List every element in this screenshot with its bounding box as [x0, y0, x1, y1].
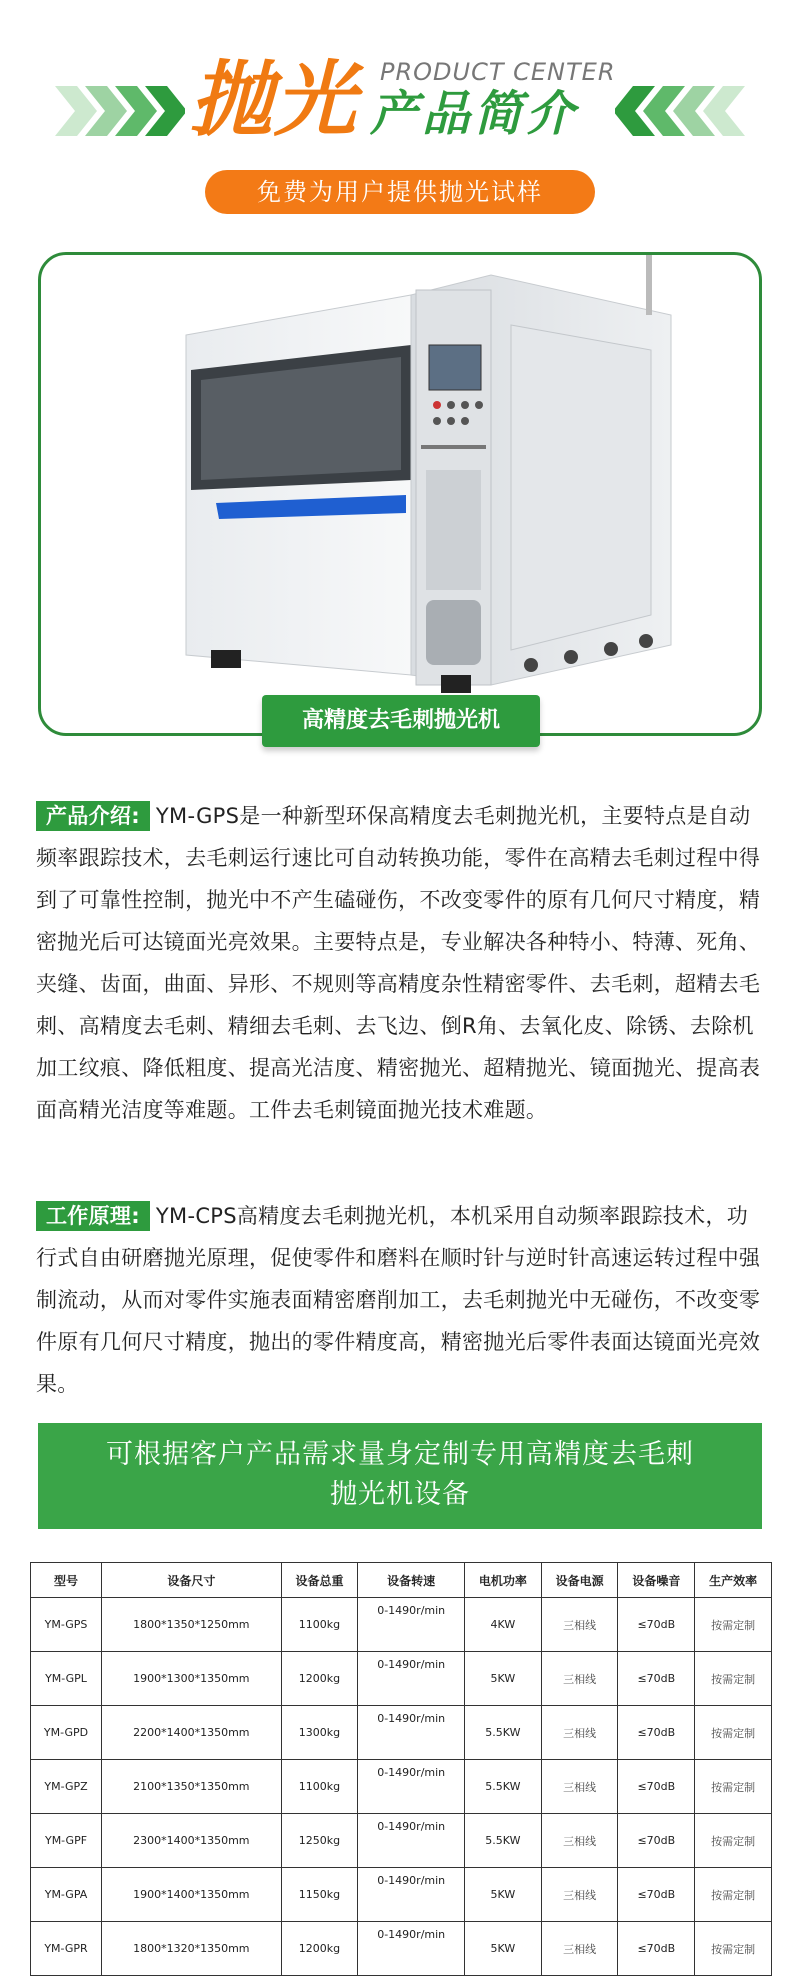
- cell-noise: ≤70dB: [618, 1652, 695, 1706]
- free-sample-pill: 免费为用户提供抛光试样: [205, 170, 595, 214]
- cell-model: YM-GPL: [31, 1652, 102, 1706]
- cell-power: 5KW: [465, 1922, 542, 1976]
- chevron-left-decor-icon: [55, 86, 185, 136]
- cell-model: YM-GPD: [31, 1706, 102, 1760]
- table-row: [31, 1706, 772, 1760]
- table-row: [31, 1922, 772, 1976]
- cell-weight: 1100kg: [281, 1598, 358, 1652]
- title-main: 抛光: [190, 53, 358, 148]
- col-speed: 设备转速: [358, 1563, 465, 1598]
- cell-noise: ≤70dB: [618, 1922, 695, 1976]
- table-row: [31, 1652, 772, 1706]
- cell-supply: 三相线: [541, 1598, 618, 1652]
- cell-size: 1800*1320*1350mm: [102, 1922, 282, 1976]
- cell-model: YM-GPS: [31, 1598, 102, 1652]
- banner-line-1: 可根据客户产品需求量身定制专用高精度去毛刺: [106, 1439, 694, 1470]
- cell-noise: ≤70dB: [618, 1760, 695, 1814]
- cell-speed: 0-1490r/min: [358, 1814, 465, 1868]
- cell-size: 2100*1350*1350mm: [102, 1760, 282, 1814]
- custom-banner: [38, 1423, 762, 1529]
- cell-power: 5.5KW: [465, 1706, 542, 1760]
- col-efficiency: 生产效率: [695, 1563, 772, 1598]
- cell-power: 4KW: [465, 1598, 542, 1652]
- cell-weight: 1150kg: [281, 1868, 358, 1922]
- cell-weight: 1200kg: [281, 1922, 358, 1976]
- cell-model: YM-GPF: [31, 1814, 102, 1868]
- machine-image-frame: [38, 252, 762, 736]
- cell-model: YM-GPZ: [31, 1760, 102, 1814]
- cell-supply: 三相线: [541, 1868, 618, 1922]
- cell-noise: ≤70dB: [618, 1598, 695, 1652]
- cell-model: YM-GPA: [31, 1868, 102, 1922]
- table-row: [31, 1814, 772, 1868]
- cell-supply: 三相线: [541, 1814, 618, 1868]
- cell-efficiency: 按需定制: [695, 1706, 772, 1760]
- cell-efficiency: 按需定制: [695, 1760, 772, 1814]
- cell-supply: 三相线: [541, 1652, 618, 1706]
- cell-speed: 0-1490r/min: [358, 1652, 465, 1706]
- cell-weight: 1250kg: [281, 1814, 358, 1868]
- cell-model: YM-GPR: [31, 1922, 102, 1976]
- cell-supply: 三相线: [541, 1706, 618, 1760]
- polishing-machine-image: [41, 255, 759, 733]
- cell-speed: 0-1490r/min: [358, 1922, 465, 1976]
- cell-weight: 1300kg: [281, 1706, 358, 1760]
- table-header-row: [31, 1563, 772, 1598]
- cell-supply: 三相线: [541, 1760, 618, 1814]
- cell-speed: 0-1490r/min: [358, 1868, 465, 1922]
- chevron-right-decor-icon: [615, 86, 745, 136]
- cell-efficiency: 按需定制: [695, 1814, 772, 1868]
- cell-efficiency: 按需定制: [695, 1868, 772, 1922]
- col-supply: 设备电源: [541, 1563, 618, 1598]
- product-intro-text: YM-GPS是一种新型环保高精度去毛刺抛光机，主要特点是自动频率跟踪技术，去毛刺运行速比可自动转换功能，零件在高精去毛刺过程中得到了可靠性控制，抛光中不产生磕碰伤，不改变零件的原有几何尺寸精度，精密抛光后可达镜面光亮效果。主要特点是，专业解决各种特小、特薄、死角、夹缝、齿面，曲面、异形、不规则等高精度杂性精密零件、去毛刺，超精去毛刺、高精度去毛刺、精细去毛刺、去飞边、倒R角、去氧化皮、除锈、去除机加工纹痕、降低粗度、提高光洁度、精密抛光、超精抛光、镜面抛光、提高表面高精光洁度等难题。工件去毛刺镜面抛光技术难题。: [36, 804, 761, 1122]
- cell-efficiency: 按需定制: [695, 1922, 772, 1976]
- product-intro-tag: 产品介绍:: [36, 801, 150, 831]
- title-english: PRODUCT CENTER: [380, 58, 616, 86]
- cell-weight: 1100kg: [281, 1760, 358, 1814]
- table-row: [31, 1868, 772, 1922]
- col-weight: 设备总重: [281, 1563, 358, 1598]
- cell-power: 5.5KW: [465, 1760, 542, 1814]
- cell-power: 5.5KW: [465, 1814, 542, 1868]
- cell-power: 5KW: [465, 1652, 542, 1706]
- table-row: [31, 1760, 772, 1814]
- machine-caption: 高精度去毛刺抛光机: [262, 695, 540, 747]
- title-chinese: 产品简介: [370, 86, 579, 142]
- banner-line-2: 抛光机设备: [330, 1479, 470, 1510]
- cell-speed: 0-1490r/min: [358, 1598, 465, 1652]
- cell-noise: ≤70dB: [618, 1814, 695, 1868]
- cell-size: 1900*1400*1350mm: [102, 1868, 282, 1922]
- page-header: [0, 40, 800, 150]
- cell-efficiency: 按需定制: [695, 1652, 772, 1706]
- working-principle-section: [36, 1195, 766, 1405]
- working-principle-tag: 工作原理:: [36, 1201, 150, 1231]
- cell-size: 1900*1300*1350mm: [102, 1652, 282, 1706]
- cell-speed: 0-1490r/min: [358, 1706, 465, 1760]
- cell-size: 1800*1350*1250mm: [102, 1598, 282, 1652]
- col-model: 型号: [31, 1563, 102, 1598]
- cell-speed: 0-1490r/min: [358, 1760, 465, 1814]
- spec-table: [30, 1562, 772, 1976]
- cell-supply: 三相线: [541, 1922, 618, 1976]
- cell-power: 5KW: [465, 1868, 542, 1922]
- working-principle-text: YM-CPS高精度去毛刺抛光机，本机采用自动频率跟踪技术，功行式自由研磨抛光原理，促使零件和磨料在顺时针与逆时针高速运转过程中强制流动，从而对零件实施表面精密磨削加工，去毛刺抛光中无碰伤，不改变零件原有几何尺寸精度，抛出的零件精度高，精密抛光后零件表面达镜面光亮效果。: [36, 1204, 761, 1396]
- cell-noise: ≤70dB: [618, 1868, 695, 1922]
- col-size: 设备尺寸: [102, 1563, 282, 1598]
- cell-efficiency: 按需定制: [695, 1598, 772, 1652]
- cell-weight: 1200kg: [281, 1652, 358, 1706]
- col-power: 电机功率: [465, 1563, 542, 1598]
- cell-noise: ≤70dB: [618, 1706, 695, 1760]
- product-intro-section: [36, 795, 766, 1131]
- cell-size: 2300*1400*1350mm: [102, 1814, 282, 1868]
- cell-size: 2200*1400*1350mm: [102, 1706, 282, 1760]
- table-row: [31, 1598, 772, 1652]
- col-noise: 设备噪音: [618, 1563, 695, 1598]
